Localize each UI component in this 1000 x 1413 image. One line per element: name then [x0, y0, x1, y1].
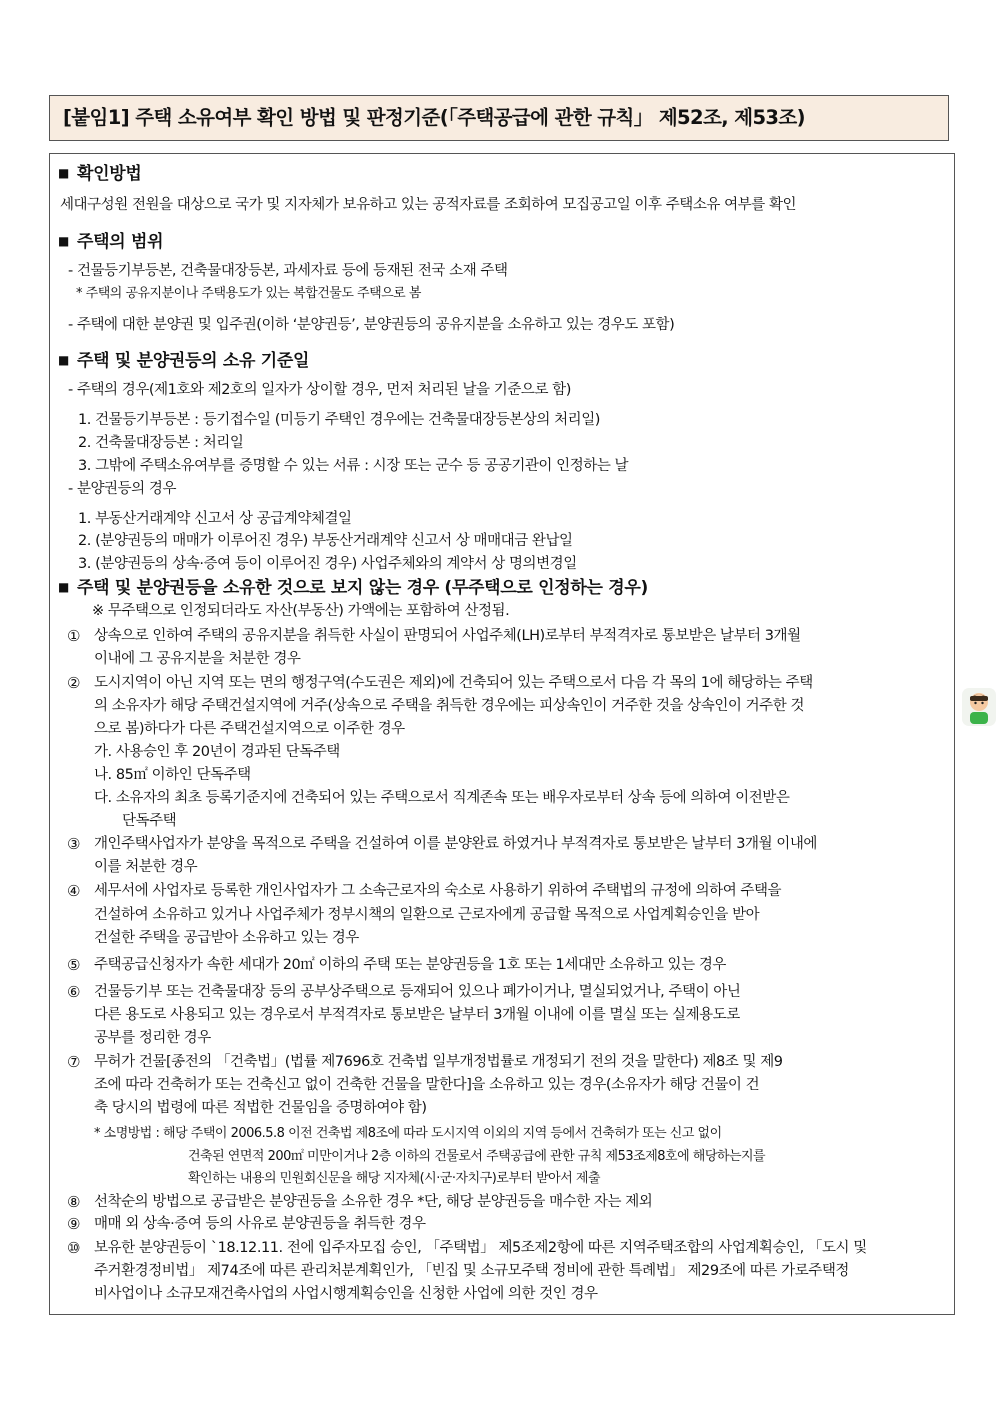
circle-number: ①	[67, 627, 81, 645]
exempt-line: 가. 사용승인 후 20년이 경과된 단독주택	[94, 744, 340, 760]
circle-number: ②	[67, 674, 81, 692]
section-heading-exempt: ■ 주택 및 분양권등을 소유한 것으로 보지 않는 경우 (무주택으로 인정하는 경우)	[58, 578, 648, 598]
exempt-line: 확인하는 내용의 민원회신문을 해당 지자체(시·군·자치구)로부터 받아서 제출	[188, 1171, 601, 1186]
basis-item: 2. 건축물대장등본 : 처리일	[78, 435, 244, 451]
square-bullet-icon: ■	[58, 166, 70, 180]
basis-item: 3. 그밖에 주택소유여부를 증명할 수 있는 서류 : 시장 또는 군수 등 공공기관이 인정하는 날	[78, 458, 629, 474]
exempt-line: 건물등기부 또는 건축물대장 등의 공부상주택으로 등재되어 있으나 폐가이거나, 멸실되었거나, 주택이 아닌	[94, 984, 741, 1000]
basis-item: - 주택의 경우(제1호와 제2호의 일자가 상이할 경우, 먼저 처리된 날을 기준으로 함)	[68, 382, 571, 398]
exempt-line: 축 당시의 법령에 따른 적법한 건물임을 증명하여야 함)	[94, 1100, 427, 1116]
square-bullet-icon: ■	[58, 580, 70, 594]
exempt-line: * 소명방법 : 해당 주택이 2006.5.8 이전 건축법 제8조에 따라 도시지역 이외의 지역 등에서 건축허가 또는 신고 없이	[94, 1126, 722, 1141]
scope-note: * 주택의 공유지분이나 주택용도가 있는 복합건물도 주택으로 봄	[76, 286, 421, 301]
circle-number: ⑥	[67, 983, 81, 1001]
basis-item: - 분양권등의 경우	[68, 481, 176, 497]
circle-number: ⑤	[67, 956, 81, 974]
circle-number: ④	[67, 882, 81, 900]
exempt-line: 매매 외 상속·증여 등의 사유로 분양권등을 취득한 경우	[94, 1216, 426, 1232]
section-heading-confirm: ■ 확인방법	[58, 164, 142, 184]
exempt-line: 다른 용도로 사용되고 있는 경우로서 부적격자로 통보받은 날부터 3개월 이내에 이를 멸실 또는 실제용도로	[94, 1007, 740, 1023]
exempt-line: 건설하여 소유하고 있거나 사업주체가 정부시책의 일환으로 근로자에게 공급할 목적으로 사업계획승인을 받아	[94, 907, 760, 923]
scope-item: - 주택에 대한 분양권 및 입주권(이하 ‘분양권등’, 분양권등의 공유지분을 소유하고 있는 경우도 포함)	[68, 317, 675, 333]
basis-item: 2. (분양권등의 매매가 이루어진 경우) 부동산거래계약 신고서 상 매매대금 완납일	[78, 533, 573, 549]
exempt-line: 공부를 정리한 경우	[94, 1030, 211, 1046]
basis-item: 3. (분양권등의 상속·증여 등이 이루어진 경우) 사업주체와의 계약서 상 명의변경일	[78, 556, 577, 572]
exempt-line: 세무서에 사업자로 등록한 개인사업자가 그 소속근로자의 숙소로 사용하기 위하여 주택법의 규정에 의하여 주택을	[94, 883, 782, 899]
exempt-line: 의 소유자가 해당 주택건설지역에 거주(상속으로 주택을 취득한 경우에는 피상속인이 거주한 것을 상속인이 거주한 것	[94, 698, 805, 714]
exempt-line: 이내에 그 공유지분을 처분한 경우	[94, 651, 301, 667]
square-bullet-icon: ■	[58, 234, 70, 248]
exempt-line: 단독주택	[122, 813, 177, 829]
circle-number: ⑧	[67, 1193, 81, 1211]
exempt-line: 주택공급신청자가 속한 세대가 20㎡ 이하의 주택 또는 분양권등을 1호 또는 1세대만 소유하고 있는 경우	[94, 957, 726, 973]
scope-item: - 건물등기부등본, 건축물대장등본, 과세자료 등에 등재된 전국 소재 주택	[68, 263, 508, 279]
exempt-line: 상속으로 인하여 주택의 공유지분을 취득한 사실이 판명되어 사업주체(LH)로부터 부적격자로 통보받은 날부터 3개월	[94, 628, 801, 644]
exempt-line: 보유한 분양권등이 `18.12.11. 전에 입주자모집 승인, 「주택법」 제5조제2항에 따른 지역주택조합의 사업계획승인, 「도시 및	[94, 1240, 867, 1256]
exempt-line: 도시지역이 아닌 지역 또는 면의 행정구역(수도권은 제외)에 건축되어 있는 주택으로서 다음 각 목의 1에 해당하는 주택	[94, 675, 813, 691]
circle-number: ⑨	[67, 1215, 81, 1233]
basis-item: 1. 부동산거래계약 신고서 상 공급계약체결일	[78, 511, 352, 527]
circle-number: ⑦	[67, 1053, 81, 1071]
circle-number: ③	[67, 835, 81, 853]
exempt-line: 개인주택사업자가 분양을 목적으로 주택을 건설하여 이를 분양완료 하였거나 부적격자로 통보받은 날부터 3개월 이내에	[94, 836, 817, 852]
exempt-line: 건축된 연면적 200㎡ 미만이거나 2층 이하의 건물로서 주택공급에 관한 규칙 제53조제8호에 해당하는지를	[188, 1149, 766, 1164]
exempt-line: 주거환경정비법」 제74조에 따른 관리처분계획인가, 「빈집 및 소규모주택 정비에 관한 특례법」 제29조에 따른 가로주택정	[94, 1263, 849, 1279]
exempt-line: 다. 소유자의 최초 등록기준지에 건축되어 있는 주택으로서 직계존속 또는 배우자로부터 상속 등에 의하여 이전받은	[94, 790, 790, 806]
exempt-line: 조에 따라 건축허가 또는 건축신고 없이 건축한 건물을 말한다]을 소유하고 있는 경우(소유자가 해당 건물이 건	[94, 1077, 760, 1093]
circle-number: ⑩	[67, 1239, 81, 1257]
mascot-icon[interactable]	[962, 688, 996, 726]
confirm-text: 세대구성원 전원을 대상으로 국가 및 지자체가 보유하고 있는 공적자료를 조회하여 모집공고일 이후 주택소유 여부를 확인	[60, 197, 797, 213]
exempt-line: 선착순의 방법으로 공급받은 분양권등을 소유한 경우 *단, 해당 분양권등을 매수한 자는 제외	[94, 1194, 653, 1210]
exempt-note: ※ 무주택으로 인정되더라도 자산(부동산) 가액에는 포함하여 산정됨.	[92, 603, 510, 619]
exempt-line: 으로 봄)하다가 다른 주택건설지역으로 이주한 경우	[94, 721, 405, 737]
page-title: [붙임1] 주택 소유여부 확인 방법 및 판정기준(「주택공급에 관한 규칙」 제52조, 제53조)	[49, 95, 949, 141]
section-heading-scope: ■ 주택의 범위	[58, 232, 164, 252]
section-heading-basis: ■ 주택 및 분양권등의 소유 기준일	[58, 351, 310, 371]
exempt-line: 이를 처분한 경우	[94, 859, 198, 875]
exempt-line: 무허가 건물[종전의 「건축법」(법률 제7696호 건축법 일부개정법률로 개정되기 전의 것을 말한다) 제8조 및 제9	[94, 1054, 783, 1070]
exempt-line: 나. 85㎡ 이하인 단독주택	[94, 767, 251, 783]
square-bullet-icon: ■	[58, 353, 70, 367]
exempt-line: 비사업이나 소규모재건축사업의 사업시행계획승인을 신청한 사업에 의한 것인 경우	[94, 1286, 598, 1302]
basis-item: 1. 건물등기부등본 : 등기접수일 (미등기 주택인 경우에는 건축물대장등본상의 처리일)	[78, 412, 600, 428]
exempt-line: 건설한 주택을 공급받아 소유하고 있는 경우	[94, 930, 359, 946]
